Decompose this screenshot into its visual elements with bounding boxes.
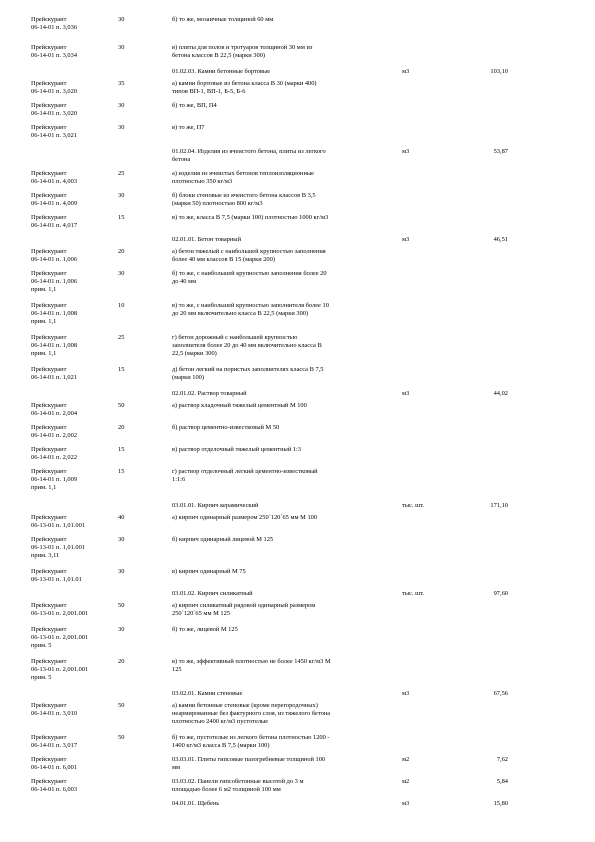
share-percent: 15 [118,446,125,453]
price: 7,62 [496,756,508,763]
source-reference-line: Прейскурант [31,602,67,609]
description-line: б) блоки стеновые из ячеистого бетона классов В 3,5 [172,192,316,199]
description [172,44,396,60]
unit: м3 [402,68,410,75]
description-line: 1:1:6 [172,476,186,484]
source-reference [31,702,115,718]
source-reference-line: 06-13-01 п. 1,01.001 [31,522,86,530]
description-line: б) то же, ВП, П4 [172,102,217,109]
share-percent: 50 [118,402,125,409]
description-line: 03.01.02. Кирпич силикатный [172,590,253,597]
source-reference [31,124,115,140]
source-reference [31,170,115,186]
description [172,236,396,244]
source-reference [31,446,115,462]
description-line: 01.02.03. Камни бетонные бортовые [172,68,271,75]
unit: м3 [402,800,410,807]
description-line: г) бетон дорожный с наибольшей крупностью [172,334,298,341]
source-reference [31,214,115,230]
description [172,170,396,186]
description-line: а) кирпич силикатный рядовой одинарный размером [172,602,316,609]
description [172,626,396,634]
source-reference [31,402,115,418]
description [172,16,396,24]
source-reference-line: 06-13-01 п. 2,001.001 [31,666,89,674]
description-line: мм [172,764,181,772]
source-reference-line: Прейскурант [31,778,67,785]
source-reference-line: 06-14-01 п. 3,034 [31,52,78,60]
unit: м3 [402,690,410,697]
description [172,590,396,598]
share-percent: 15 [118,214,125,221]
description-line: 125 [172,666,182,674]
source-reference-line: 06-14-01 п. 3,010 [31,710,78,718]
source-reference [31,270,115,295]
source-reference-line: Прейскурант [31,270,67,277]
unit: тыс. шт. [402,590,424,597]
source-reference-line: 06-14-01 п. 1,006 [31,278,78,286]
source-reference-line: 06-14-01 п. 4,017 [31,222,78,230]
source-reference-line: 06-13-01 п. 1,01.001 [31,544,86,552]
source-reference-line: Прейскурант [31,16,67,23]
source-reference-line: Прейскурант [31,44,67,51]
description [172,514,396,522]
description-line: 02.01.02. Раствор товарный [172,390,247,397]
description-line: (марки 100) [172,374,204,382]
description-line: 02.01.01. Бетон товарный [172,236,241,243]
description-line: а) бетон тяжелый с наибольшей крупностью заполнения [172,248,326,255]
source-reference-line: Прейскурант [31,626,67,633]
unit: м3 [402,390,410,397]
source-reference-line: прим. 1,1 [31,350,57,358]
share-percent: 30 [118,192,125,199]
description-line: до 20 мм включительно класса В 22,5 (марки 300) [172,310,309,318]
description [172,602,396,618]
description-line: плотностью 350 кг/м3 [172,178,233,186]
share-percent: 20 [118,248,125,255]
source-reference [31,334,115,359]
description-line: 03.02.01. Камни стеновые [172,690,243,697]
description-line: 250´120´65 мм М 125 [172,610,230,618]
description-line: в) то же, эффективный плотностью не более 1450 кг/м3 М [172,658,331,665]
description [172,270,396,286]
share-percent: 30 [118,124,125,131]
description-line: в) то же, класса В 7,5 (марки 100) плотностью 1000 кг/м3 [172,214,329,221]
source-reference-line: Прейскурант [31,446,67,453]
description [172,446,396,454]
source-reference [31,514,115,530]
source-reference [31,778,115,794]
description-line: 04.01.01. Щебень [172,800,220,807]
price: 46,51 [493,236,508,243]
description [172,302,396,318]
description [172,102,396,110]
source-reference [31,80,115,96]
source-reference-line: 06-14-01 п. 2,002 [31,432,78,440]
source-reference-line: прим. 3,11 [31,552,60,560]
description-line: б) кирпич одинарный лицевой М 125 [172,536,274,543]
price: 5,84 [496,778,508,785]
source-reference-line: 06-14-01 п. 3,017 [31,742,78,750]
description-line: 03.01.01. Кирпич керамический [172,502,259,509]
description-line: бетона классов В 22,5 (марки 300) [172,52,266,60]
price: 103,10 [490,68,508,75]
description [172,68,396,76]
source-reference-line: 06-14-01 п. 1,009 [31,476,78,484]
source-reference-line: 06-14-01 п. 1,021 [31,374,78,382]
description-line: а) камни бортовые из бетона класса В 30 (марки 400) [172,80,317,87]
source-reference-line: 06-13-01 п. 2,001.001 [31,634,89,642]
source-reference-line: Прейскурант [31,214,67,221]
description-line: 03.03.02. Панели гипсобетонные высотой до 3 м [172,778,304,785]
description [172,702,396,727]
description-line: бетона [172,156,191,164]
unit: м3 [402,148,410,155]
unit: тыс. шт. [402,502,424,509]
description-line: типов ВП-1, ВП-1, Б-5, Б-6 [172,88,246,96]
source-reference-line: Прейскурант [31,734,67,741]
description [172,192,396,208]
source-reference-line: Прейскурант [31,568,67,575]
description-line: 03.03.01. Плиты гипсовые пазогребневые толщиной 100 [172,756,326,763]
unit: м2 [402,778,410,785]
share-percent: 50 [118,602,125,609]
source-reference-line: Прейскурант [31,536,67,543]
price: 67,56 [493,690,508,697]
source-reference [31,602,115,618]
source-reference-line: прим. 5 [31,674,52,682]
source-reference-line: 06-14-01 п. 1,008 [31,310,78,318]
share-percent: 10 [118,302,125,309]
description [172,690,396,698]
source-reference-line: 06-14-01 п. 4,009 [31,200,78,208]
source-reference-line: 06-14-01 п. 3,020 [31,110,78,118]
source-reference-line: Прейскурант [31,756,67,763]
share-percent: 30 [118,44,125,51]
price: 15,80 [493,800,508,807]
source-reference [31,424,115,440]
source-reference-line: 06-14-01 п. 2,022 [31,454,78,462]
source-reference-line: Прейскурант [31,334,67,341]
description [172,402,396,410]
description [172,424,396,432]
source-reference-line: 06-13-01 п. 1,01.01 [31,576,82,584]
description-line: заполнителя более 20 до 40 мм включительно класса В [172,342,322,350]
share-percent: 30 [118,16,125,23]
source-reference-line: 06-14-01 п. 6,001 [31,764,78,772]
source-reference [31,366,115,382]
source-reference-line: Прейскурант [31,302,67,309]
share-percent: 35 [118,80,125,87]
source-reference [31,302,115,327]
source-reference-line: прим. 5 [31,642,52,650]
description-line: до 40 мм [172,278,197,286]
source-reference-line: 06-14-01 п. 1,008 [31,342,78,350]
description-line: а) камни бетонные стеновые (кроме перегородочных) [172,702,318,709]
description-line: в) то же, П7 [172,124,205,131]
source-reference [31,16,115,32]
description-line: а) раствор кладочный тяжелый цементный М 100 [172,402,307,409]
source-reference-line: Прейскурант [31,402,67,409]
source-reference-line: Прейскурант [31,80,67,87]
source-reference-line: Прейскурант [31,366,67,373]
description-line: б) то же, мозаичные толщиной 60 мм [172,16,274,23]
source-reference [31,734,115,750]
price: 171,10 [490,502,508,509]
share-percent: 40 [118,514,125,521]
description [172,80,396,96]
description [172,390,396,398]
source-reference [31,568,115,584]
description-line: а) изделия из ячеистых бетонов теплоизоляционные [172,170,315,177]
share-percent: 30 [118,568,125,575]
description-line: г) раствор отделочный легкий цементно-известковый [172,468,318,475]
source-reference-line: Прейскурант [31,658,67,665]
unit: м2 [402,756,410,763]
description [172,778,396,794]
price: 53,87 [493,148,508,155]
source-reference-line: Прейскурант [31,102,67,109]
description-line: б) то же, с наибольшей крупностью заполнения более 20 [172,270,327,277]
share-percent: 30 [118,626,125,633]
description-line: неармированные без фактурного слоя, из тяжелого бетона [172,710,331,718]
source-reference-line: 06-14-01 п. 3,021 [31,132,78,140]
share-percent: 50 [118,734,125,741]
description [172,568,396,576]
source-reference-line: 06-14-01 п. 4,003 [31,178,78,186]
share-percent: 15 [118,366,125,373]
source-reference [31,756,115,772]
price: 97,60 [493,590,508,597]
description-line: б) то же, лицевой М 125 [172,626,238,633]
source-reference-line: 06-13-01 п. 2,001.001 [31,610,89,618]
source-reference [31,468,115,493]
source-reference-line: 06-14-01 п. 2,004 [31,410,78,418]
description-line: 1400 кг/м3 класса В 7,5 (марки 100) [172,742,270,750]
description [172,248,396,264]
description [172,536,396,544]
share-percent: 30 [118,536,125,543]
description-line: в) кирпич одинарный М 75 [172,568,246,575]
description-line: 01.02.04. Изделия из ячеистого бетона, плиты из легкого [172,148,326,155]
description [172,756,396,772]
share-percent: 30 [118,102,125,109]
description-line: б) то же, пустотелые из легкого бетона плотностью 1200 - [172,734,330,741]
description-line: 22,5 (марки 300) [172,350,217,358]
source-reference-line: Прейскурант [31,248,67,255]
description-line: площадью более 6 м2 толщиной 100 мм [172,786,281,794]
share-percent: 20 [118,658,125,665]
unit: м3 [402,236,410,243]
source-reference-line: прим. 1,1 [31,318,57,326]
description [172,800,396,808]
price: 44,02 [493,390,508,397]
source-reference [31,44,115,60]
description-line: более 40 мм классов В 15 (марки 200) [172,256,275,264]
source-reference-line: прим. 1,1 [31,484,57,492]
source-reference-line: 06-14-01 п. 3,020 [31,88,78,96]
share-percent: 25 [118,170,125,177]
source-reference-line: 06-14-01 п. 1,006 [31,256,78,264]
source-reference-line: Прейскурант [31,424,67,431]
description-line: б) раствор цементно-известковый М 50 [172,424,280,431]
description-line: (марки 50) плотностью 800 кг/м3 [172,200,263,208]
share-percent: 15 [118,468,125,475]
source-reference-line: 06-14-01 п. 3,036 [31,24,78,32]
description-line: в) плиты для полов и тротуаров толщиной 30 мм из [172,44,313,51]
share-percent: 20 [118,424,125,431]
source-reference [31,626,115,651]
description [172,366,396,382]
description-line: д) бетон легкий на пористых заполнителях класса В 7,5 [172,366,324,373]
description [172,214,396,222]
source-reference-line: Прейскурант [31,468,67,475]
source-reference-line: Прейскурант [31,170,67,177]
share-percent: 30 [118,270,125,277]
source-reference [31,248,115,264]
description [172,502,396,510]
description-line: плотностью 2400 кг/м3 пустотелые [172,718,269,726]
source-reference [31,536,115,561]
source-reference-line: 06-14-01 п. 6,003 [31,786,78,794]
source-reference [31,192,115,208]
source-reference-line: Прейскурант [31,192,67,199]
description-line: в) то же, с наибольшей крупностью заполнителя более 10 [172,302,329,309]
source-reference [31,102,115,118]
description-line: а) кирпич одинарный размером 250´120´65 мм М 100 [172,514,318,521]
description [172,658,396,674]
source-reference-line: прим. 1,1 [31,286,57,294]
description-line: в) раствор отделочный тяжелый цементный 1:3 [172,446,302,453]
share-percent: 25 [118,334,125,341]
share-percent: 50 [118,702,125,709]
description [172,468,396,484]
description [172,334,396,359]
source-reference-line: Прейскурант [31,702,67,709]
source-reference [31,658,115,683]
description [172,148,396,164]
source-reference-line: Прейскурант [31,514,67,521]
description [172,734,396,750]
source-reference-line: Прейскурант [31,124,67,131]
description [172,124,396,132]
